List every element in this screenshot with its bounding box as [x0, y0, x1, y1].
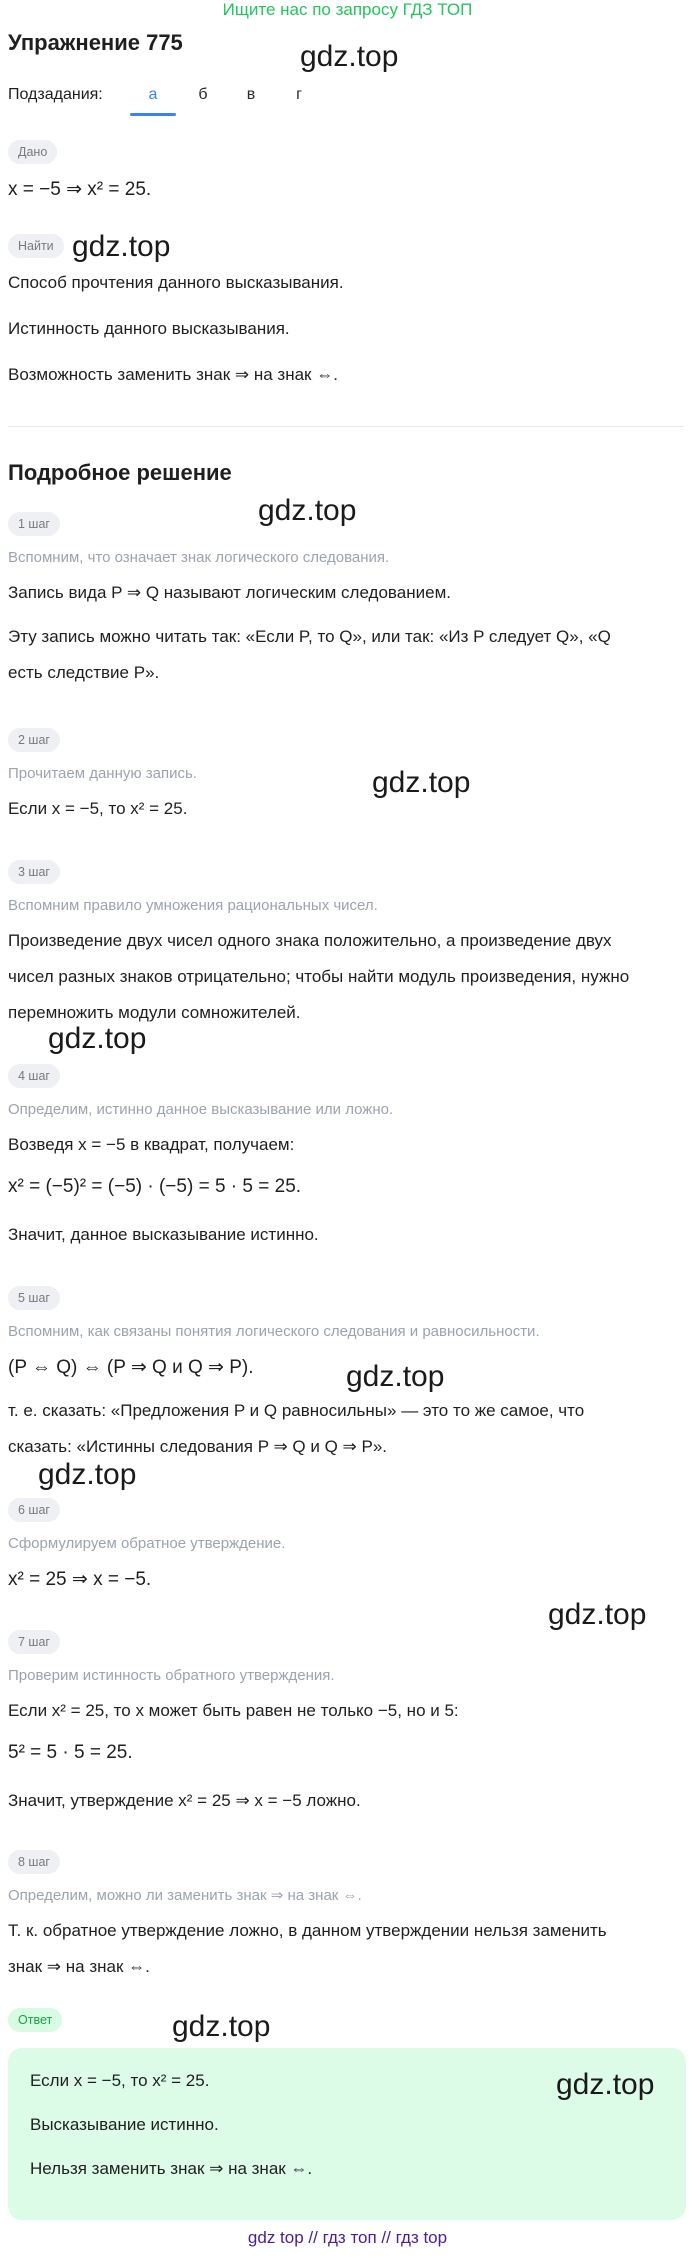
step-8-line-2: знак ⇒ на знак ⇔.	[8, 1957, 150, 1976]
step-7-line-1: Если x² = 25, то x может быть равен не только −5, но и 5:	[8, 1701, 459, 1720]
watermark: gdz.top	[172, 2010, 271, 2043]
find-item-3: Возможность заменить знак ⇒ на знак ⇔.	[8, 365, 338, 384]
step-1-hint: Вспомним, что означает знак логического следования.	[8, 549, 390, 566]
step-2-chip: 2 шаг	[8, 728, 60, 752]
find-chip: Найти	[8, 234, 64, 258]
step-7-chip: 7 шаг	[8, 1630, 60, 1654]
step-1-line-3: есть следствие P».	[8, 663, 160, 682]
watermark: gdz.top	[346, 1360, 445, 1393]
step-2-line-1: Если x = −5, то x² = 25.	[8, 799, 188, 818]
watermark: gdz.top	[300, 40, 399, 73]
step-1-chip: 1 шаг	[8, 512, 60, 536]
find-item-1: Способ прочтения данного высказывания.	[8, 273, 344, 292]
step-5-line-3: сказать: «Истинны следования P ⇒ Q и Q ⇒ P».	[8, 1437, 388, 1456]
step-6-formula: x² = 25 ⇒ x = −5.	[8, 1569, 152, 1590]
tab-b[interactable]: б	[198, 86, 208, 103]
step-8-line-1: Т. к. обратное утверждение ложно, в данном утверждении нельзя заменить	[8, 1921, 607, 1940]
answer-line-3: Нельзя заменить знак ⇒ на знак ⇔.	[30, 2159, 313, 2178]
watermark: gdz.top	[556, 2068, 655, 2101]
answer-line-2: Высказывание истинно.	[30, 2115, 219, 2134]
solution-heading: Подробное решение	[8, 460, 232, 485]
find-item-2: Истинность данного высказывания.	[8, 319, 290, 338]
step-5-formula: (P ⇔ Q) ⇔ (P ⇒ Q и Q ⇒ P).	[8, 1357, 254, 1378]
active-tab-indicator	[130, 113, 176, 116]
step-7-formula: 5² = 5 · 5 = 25.	[8, 1742, 133, 1763]
step-8-chip: 8 шаг	[8, 1850, 60, 1874]
answer-chip: Ответ	[8, 2008, 62, 2032]
tab-v[interactable]: в	[246, 86, 256, 103]
step-7-hint: Проверим истинность обратного утверждения.	[8, 1667, 335, 1684]
step-3-line-3: перемножить модули сомножителей.	[8, 1003, 301, 1022]
step-3-line-2: чисел разных знаков отрицательно; чтобы найти модуль произведения, нужно	[8, 967, 630, 986]
step-4-line-1: Возведя x = −5 в квадрат, получаем:	[8, 1135, 295, 1154]
step-5-line-2: т. е. сказать: «Предложения P и Q равносильны» — это то же самое, что	[8, 1401, 585, 1420]
step-1-line-2: Эту запись можно читать так: «Если P, то Q», или так: «Из P следует Q», «Q	[8, 627, 611, 646]
given-chip: Дано	[8, 140, 57, 164]
step-2-hint: Прочитаем данную запись.	[8, 765, 197, 782]
step-6-hint: Сформулируем обратное утверждение.	[8, 1535, 286, 1552]
step-3-chip: 3 шаг	[8, 860, 60, 884]
section-divider	[8, 426, 684, 427]
promo-banner[interactable]: Ищите нас по запросу ГДЗ ТОП	[222, 0, 473, 19]
step-4-formula: x² = (−5)² = (−5) · (−5) = 5 · 5 = 25.	[8, 1176, 302, 1197]
step-8-hint: Определим, можно ли заменить знак ⇒ на знак ⇔.	[8, 1887, 362, 1904]
tab-g[interactable]: г	[296, 86, 302, 103]
tab-a[interactable]: а	[148, 86, 158, 103]
step-6-chip: 6 шаг	[8, 1498, 60, 1522]
step-5-chip: 5 шаг	[8, 1286, 60, 1310]
page-title: Упражнение 775	[8, 30, 183, 55]
watermark: gdz.top	[48, 1022, 147, 1055]
watermark: gdz.top	[72, 230, 171, 263]
subtasks-label: Подзадания:	[8, 86, 103, 103]
watermark: gdz.top	[372, 766, 471, 799]
watermark: gdz.top	[258, 494, 357, 527]
step-4-hint: Определим, истинно данное высказывание или ложно.	[8, 1101, 394, 1118]
answer-line-1: Если x = −5, то x² = 25.	[30, 2071, 210, 2090]
step-4-chip: 4 шаг	[8, 1064, 60, 1088]
step-5-hint: Вспомним, как связаны понятия логического следования и равносильности.	[8, 1323, 540, 1340]
step-4-line-3: Значит, данное высказывание истинно.	[8, 1225, 319, 1244]
watermark: gdz.top	[548, 1598, 647, 1631]
step-7-line-3: Значит, утверждение x² = 25 ⇒ x = −5 ложно.	[8, 1791, 361, 1810]
step-3-line-1: Произведение двух чисел одного знака положительно, а произведение двух	[8, 931, 612, 950]
step-1-line-1: Запись вида P ⇒ Q называют логическим следованием.	[8, 583, 451, 602]
step-3-hint: Вспомним правило умножения рациональных чисел.	[8, 897, 378, 914]
footer-links[interactable]: gdz top // гдз топ // гдз top	[247, 2228, 448, 2247]
watermark: gdz.top	[38, 1458, 137, 1491]
given-formula: x = −5 ⇒ x² = 25.	[8, 179, 152, 200]
